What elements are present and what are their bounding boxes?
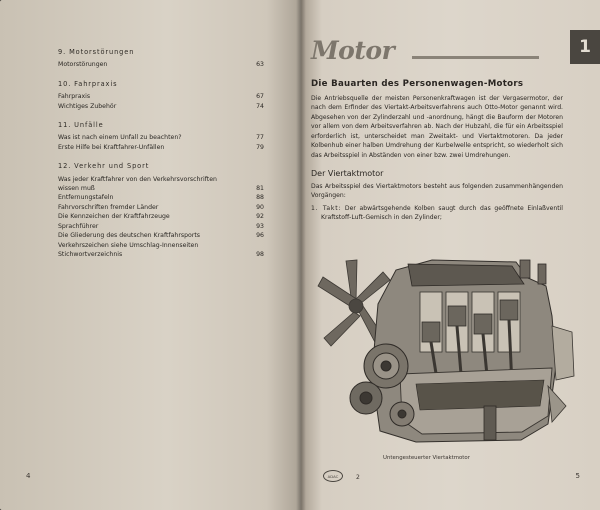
toc-entry-title: Was ist nach einem Unfall zu beachten? xyxy=(58,134,182,142)
adac-emblem: ADAC xyxy=(323,470,343,482)
toc-entry-page: 90 xyxy=(256,203,264,211)
toc-entry-title: Die Gliederung des deutschen Kraftfahrsports xyxy=(58,232,201,240)
toc-entry-page: 67 xyxy=(256,93,264,101)
toc-entry xyxy=(58,102,264,111)
toc-entry xyxy=(58,175,264,184)
toc-section xyxy=(58,80,264,111)
toc-section-heading: 11. Unfälle xyxy=(58,121,104,130)
toc-entry-page: 96 xyxy=(256,232,264,240)
toc-entry xyxy=(58,193,264,202)
toc-section-heading: 12. Verkehr und Sport xyxy=(58,162,150,171)
toc-entry xyxy=(58,92,264,101)
toc-entry-title: Die Kennzeichen der Kraftfahrzeuge xyxy=(58,213,170,221)
right-page-number: 5 xyxy=(575,472,580,480)
toc-section-heading: 10. Fahrpraxis xyxy=(58,79,118,88)
toc-entry-title: Wichtiges Zubehör xyxy=(58,102,117,110)
toc-entry-title: Stichwortverzeichnis xyxy=(58,250,123,258)
toc-entry-page: 79 xyxy=(256,143,264,151)
step-one xyxy=(311,204,563,223)
toc-section xyxy=(58,162,264,259)
engine-cutaway-drawing xyxy=(316,256,578,452)
toc-entry-title: Entfernungstafeln xyxy=(58,194,114,202)
footer-number: 2 xyxy=(356,474,360,481)
toc-entry-title: Verkehrszeichen siehe Umschlag-Innenseiten xyxy=(58,241,199,249)
header-rule xyxy=(412,56,539,59)
toc-entry xyxy=(58,250,264,259)
toc-entry xyxy=(58,231,264,240)
toc-entry xyxy=(58,184,264,193)
table-of-contents xyxy=(58,48,264,259)
toc-entry-title: Erste Hilfe bei Kraftfahrer-Unfällen xyxy=(58,143,165,151)
engine-illustration xyxy=(316,256,578,452)
toc-entry-title: Was jeder Kraftfahrer von den Verkehrsvorschriften xyxy=(58,175,217,183)
step-one-text: Der abwärtsgehende Kolben saugt durch das geöffnete Einlaßventil Kraftstoff-Luft-Gemisch in den Zylinder; xyxy=(321,204,564,221)
intro-paragraph: Die Antriebsquelle der meisten Personenkraftwagen ist der Vergasermotor, der nach dem Erfinder des Viertakt-Arbeitsverfahrens auch Otto-Motor genannt wird. Abgesehen von der Zylinderzahl und -anordnung, hängt die Bauform der Motoren vor allem von dem Arbeitsverfahren ab. Nach der Hubzahl, die für ein Arbeitsspiel erforderlich ist, unterscheidet man Zweitakt- und Viertaktmotoren. Da jeder Kolbenhub einer halben Umdrehung der Kurbelwelle entspricht, so wiederholt sich das Arbeitsspiel in Abständen von einer bzw. zwei Umdrehungen. xyxy=(311,94,563,159)
toc-entry xyxy=(58,60,264,69)
step-one-label: 1. Takt: xyxy=(311,204,342,212)
toc-entry-page: 88 xyxy=(256,194,264,202)
chapter-header xyxy=(311,38,539,68)
toc-entry-page: 98 xyxy=(256,250,264,258)
toc-entry-page: 92 xyxy=(256,213,264,221)
toc-section-heading: 9. Motorstörungen xyxy=(58,48,135,56)
toc-entry xyxy=(58,212,264,221)
article-body xyxy=(311,80,563,223)
section-subheading: Der Viertaktmotor xyxy=(311,169,384,178)
toc-entry-page: 74 xyxy=(256,102,264,110)
second-paragraph: Das Arbeitsspiel des Viertaktmotors besteht aus folgenden zusammenhängenden Vorgängen: xyxy=(311,182,563,199)
chapter-number-tab: 1 xyxy=(570,30,600,64)
chapter-title: Motor xyxy=(311,36,395,65)
toc-entry xyxy=(58,133,264,142)
toc-entry xyxy=(58,241,264,250)
toc-entry-page: 77 xyxy=(256,134,264,142)
toc-entry-title: Motorstörungen xyxy=(58,61,108,69)
article-heading: Die Bauarten des Personenwagen-Motors xyxy=(311,79,524,89)
toc-entry-title: Fahrvorschriften fremder Länder xyxy=(58,203,159,211)
toc-entry-page: 93 xyxy=(256,222,264,230)
toc-entry xyxy=(58,143,264,152)
toc-entry-title: Sprachführer xyxy=(58,222,99,230)
toc-entry-title: Fahrpraxis xyxy=(58,93,91,101)
left-page-number: 4 xyxy=(26,472,31,480)
toc-section xyxy=(58,121,264,152)
toc-entry xyxy=(58,222,264,231)
toc-entry-page: 63 xyxy=(256,61,264,69)
book-spine xyxy=(296,0,306,510)
toc-entry-page: 81 xyxy=(256,185,264,193)
toc-section xyxy=(58,48,264,70)
figure-caption: Untengesteuerter Viertaktmotor xyxy=(383,455,470,461)
toc-entry-title: wissen muß xyxy=(58,185,95,193)
toc-entry xyxy=(58,203,264,212)
